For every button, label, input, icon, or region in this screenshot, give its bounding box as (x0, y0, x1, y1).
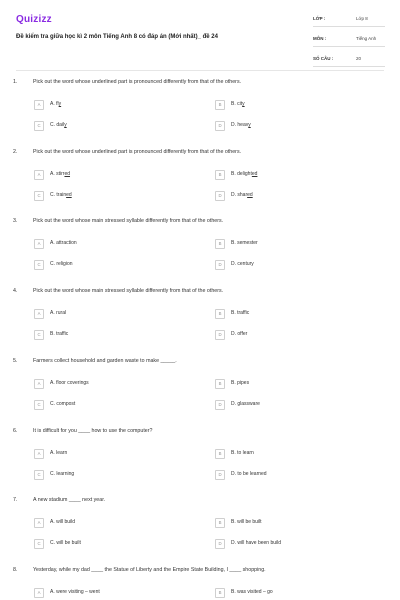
option-letter-box[interactable]: A (34, 379, 44, 389)
option-text-main: A. learn (50, 450, 68, 456)
option-text (50, 380, 89, 386)
option-letter-box[interactable]: C (34, 330, 44, 340)
option-text-main: B. to learn (231, 450, 254, 456)
question-number: 6. (13, 428, 18, 434)
option-text-main: D. will have been build (231, 540, 282, 546)
option-text-main: A. stirr (50, 171, 65, 177)
option-letter-box[interactable]: B (215, 170, 225, 180)
option-text (50, 540, 81, 546)
option-letter-box[interactable]: D (215, 191, 225, 201)
option-text (231, 471, 267, 477)
option-letter-box[interactable]: B (215, 379, 225, 389)
option-text-main: D. offer (231, 331, 248, 337)
option-text (231, 450, 254, 456)
option-text (231, 519, 262, 525)
option-letter-box[interactable]: D (215, 470, 225, 480)
option-underlined-part: ed (64, 171, 71, 177)
option-text (50, 589, 100, 595)
option-text-main: D. century (231, 261, 254, 267)
option-text (50, 310, 66, 316)
option-text-main: C. dail (50, 122, 65, 128)
option-text (50, 331, 68, 337)
question-number: 8. (13, 567, 18, 573)
option-letter-box[interactable]: A (34, 518, 44, 528)
meta-key: SỐ CÂU : (313, 56, 334, 61)
option-letter-box[interactable]: C (34, 470, 44, 480)
option-letter-box[interactable]: B (215, 100, 225, 110)
option-letter-box[interactable]: A (34, 309, 44, 319)
option-text (231, 171, 257, 177)
meta-row-count (313, 52, 385, 67)
option-text-main: C. learning (50, 471, 75, 477)
option-text-main: D. heav (231, 122, 249, 128)
option-letter-box[interactable]: B (215, 239, 225, 249)
question-number: 4. (13, 288, 18, 294)
option-text (50, 401, 75, 407)
question-text: Pick out the word whose underlined part is pronounced differently from that of the others. (33, 149, 242, 155)
option-text (50, 240, 77, 246)
option-text-main: B. cit (231, 101, 243, 107)
option-letter-box[interactable]: C (34, 121, 44, 131)
option-text (231, 589, 273, 595)
question-number: 3. (13, 218, 18, 224)
option-text (50, 192, 72, 198)
option-letter-box[interactable]: A (34, 170, 44, 180)
option-underlined-part: y (242, 101, 245, 107)
option-letter-box[interactable]: D (215, 121, 225, 131)
option-text-main: D. glassware (231, 401, 260, 407)
option-text-main: C. religion (50, 261, 73, 267)
option-text-main: C. compost (50, 401, 76, 407)
option-text (231, 310, 249, 316)
option-letter-box[interactable]: B (215, 309, 225, 319)
option-text (231, 101, 245, 107)
option-text (50, 171, 70, 177)
meta-key: LỚP : (313, 16, 326, 21)
option-underlined-part: ed (66, 192, 72, 198)
option-underlined-part: ed (251, 171, 258, 177)
meta-value: Lớp 8 (356, 16, 368, 21)
option-letter-box[interactable]: C (34, 191, 44, 201)
option-text-main: A. floor coverings (50, 380, 89, 386)
meta-value: 20 (356, 56, 362, 61)
option-letter-box[interactable]: B (215, 588, 225, 598)
meta-row-subject (313, 32, 385, 47)
option-text (231, 122, 251, 128)
worksheet-title: Đề kiểm tra giữa học kì 2 môn Tiếng Anh 8 có đáp án (Mới nhất)_ đề 24 (16, 34, 218, 40)
option-letter-box[interactable]: D (215, 330, 225, 340)
question-number: 7. (13, 497, 18, 503)
option-text (231, 380, 249, 386)
option-text-main: A. rural (50, 310, 67, 316)
meta-row-grade (313, 12, 385, 27)
question-text: It is difficult for you ____ how to use the computer? (33, 428, 153, 434)
option-letter-box[interactable]: A (34, 588, 44, 598)
question-number: 5. (13, 358, 18, 364)
option-text (50, 101, 61, 107)
option-text-main: B. traffic (231, 310, 250, 316)
option-text-main: B. was visited – go (231, 589, 273, 595)
option-text-main: B. delight (231, 171, 252, 177)
option-text-main: A. attraction (50, 240, 77, 246)
question-text: A new stadium ____ next year. (33, 497, 106, 503)
option-text-main: B. will be built (231, 519, 262, 525)
option-text (50, 450, 67, 456)
option-text-main: D. shar (231, 192, 248, 198)
question-number: 2. (13, 149, 18, 155)
option-text (231, 331, 247, 337)
option-letter-box[interactable]: A (34, 449, 44, 459)
meta-panel (313, 12, 385, 72)
option-text-main: A. fl (50, 101, 59, 107)
option-letter-box[interactable]: A (34, 239, 44, 249)
option-text (231, 540, 281, 546)
option-text (50, 471, 74, 477)
option-text (231, 261, 254, 267)
option-letter-box[interactable]: B (215, 449, 225, 459)
option-letter-box[interactable]: C (34, 260, 44, 270)
option-text-main: B. pipes (231, 380, 250, 386)
option-text (50, 122, 67, 128)
option-text (50, 519, 75, 525)
option-underlined-part: y (64, 122, 67, 128)
option-text-main: B. traffic (50, 331, 69, 337)
option-text-main: C. will be built (50, 540, 81, 546)
meta-key: MÔN : (313, 36, 327, 41)
option-text (50, 261, 73, 267)
question-text: Pick out the word whose underlined part is pronounced differently from that of the others. (33, 79, 242, 85)
question-text: Yesterday, while my dad ____ the Statue of Liberty and the Empire State Building, I ____ shopping. (33, 567, 266, 573)
option-text-main: D. to be learned (231, 471, 267, 477)
option-text-main: B. semester (231, 240, 258, 246)
question-number: 1. (13, 79, 18, 85)
meta-value: Tiếng Anh (356, 36, 377, 41)
option-letter-box[interactable]: B (215, 518, 225, 528)
quizizz-logo: Quizizz (16, 14, 52, 25)
option-text-main: A. will build (50, 519, 76, 525)
header-divider (16, 70, 384, 71)
option-underlined-part: ed (247, 192, 253, 198)
option-letter-box[interactable]: A (34, 100, 44, 110)
question-text: Farmers collect household and garden waste to make _____. (33, 358, 177, 364)
option-letter-box[interactable]: C (34, 400, 44, 410)
option-text (231, 240, 258, 246)
option-letter-box[interactable]: D (215, 400, 225, 410)
option-letter-box[interactable]: D (215, 539, 225, 549)
option-text (231, 192, 253, 198)
option-text (231, 401, 260, 407)
option-letter-box[interactable]: D (215, 260, 225, 270)
option-underlined-part: y (248, 122, 251, 128)
option-text-main: A. were visiting – went (50, 589, 100, 595)
question-text: Pick out the word whose main stressed syllable differently from that of the others. (33, 218, 224, 224)
option-underlined-part: y (58, 101, 62, 107)
option-letter-box[interactable]: C (34, 539, 44, 549)
question-text: Pick out the word whose main stressed syllable differently from that of the others. (33, 288, 224, 294)
option-text-main: C. train (50, 192, 67, 198)
